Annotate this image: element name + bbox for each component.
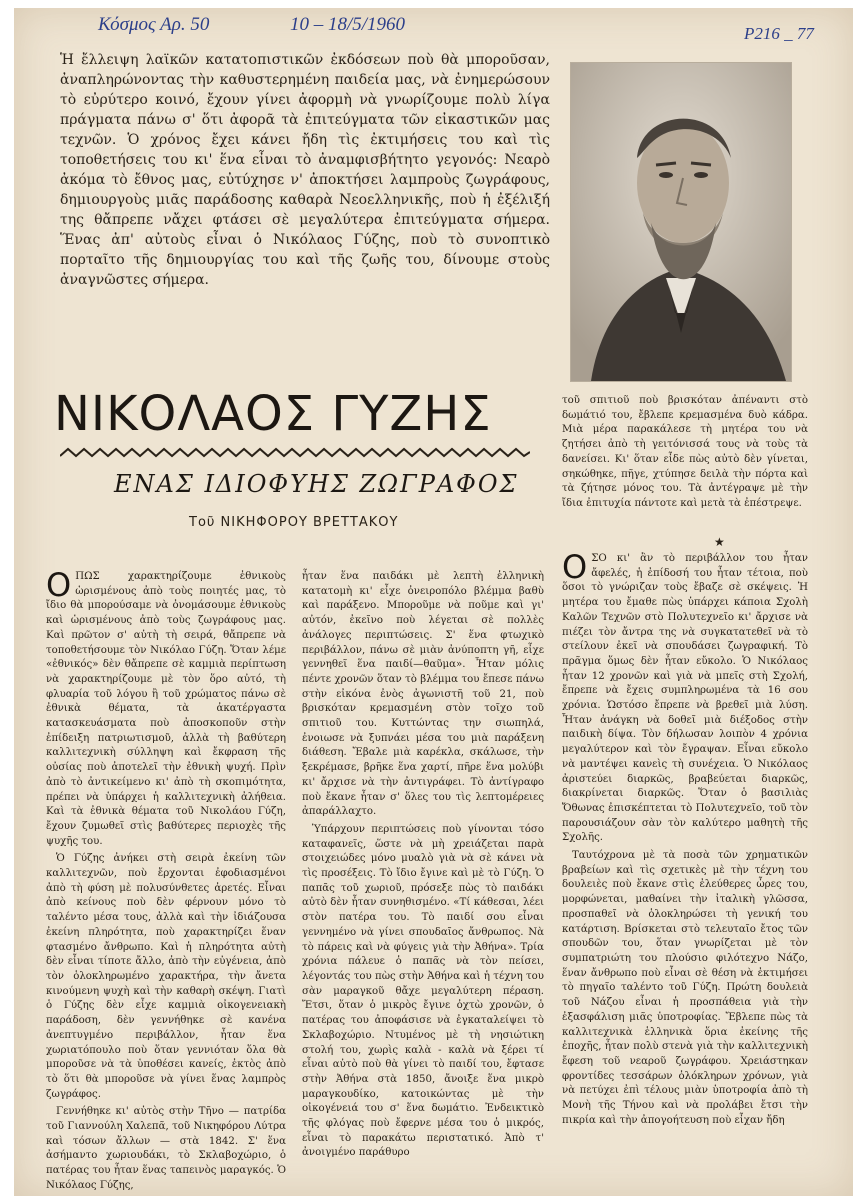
intro-paragraph: Ἡ ἔλλειψη λαϊκῶν κατατοπιστικῶν ἐκδόσεων ποὺ θὰ μποροῦσαν, ἀναπληρώνοντας τὴν καθυστερημένη παιδεία μας, νὰ ἐνημερώσουν τὸ εὐρύτερο κοινό, ἔχουν γίνει ἀφορμὴ νὰ γνωρίζουμε πολὺ λίγα πράγματα πάνω σ' ὅτι ἀφορᾶ τὰ ἐπιτεύγματα τῶν εἰκαστικῶν μας τεχνῶν. Ὁ χρόνος ἔχει κάνει ἤδη τὶς ἐκτιμήσεις του καὶ τὶς τοποθετήσεις του κι' ἕνα εἶναι τὸ ἀναμφισβήτητο γεγονός: Νεαρὸ ἀκόμα τὸ ἔθνος μας, εὐτύχησε ν' ἀποκτήσει λαμπροὺς ζωγράφους, δημιουργοὺς μιᾶς παράδοσης καθαρὰ Νεοελληνικῆς, ποὺ ἡ ἐξέλιξή της θἄπρεπε νἄχει φτάσει σὲ μεγαλύτερα ἐπιτεύγματα σήμερα. Ἕνας ἀπ' αὐτοὺς εἶναι ὁ Νικόλαος Γύζης, ποὺ τὸ συνοπτικὸ πορταῖτο τῆς δημιουργίας του καὶ τῆς ζωῆς του, δίνουμε στοὺς ἀναγνῶστες σήμερα.: [60, 52, 550, 288]
text-column-3-top: [562, 394, 808, 515]
handwritten-date: 10 – 18/5/1960: [290, 14, 406, 35]
handwritten-source-note: Κόσμος Αρ. 50: [98, 14, 210, 35]
drop-cap: Ο: [562, 548, 588, 586]
decorative-zigzag-divider: [60, 446, 530, 460]
paragraph-text: ΣΟ κι' ἂν τὸ περιβάλλον του ἦταν ἄφελές, ἡ ἐπίδοσή του ἦταν τέτοια, ποὺ ὅσοι τὸ γνώριζαν τοὺς ἔβαζε σὲ σκέψεις. Ἡ μητέρα του ἔμαθε πὼς ὑπάρχει κάποια Σχολὴ Καλῶν Τεχνῶν στὸ Πολυτεχνεῖο κι' ἄρχισε νὰ πιέζει τὸν ἄντρα της νὰ συγκατατεθεῖ νὰ τὸ στείλουν ἐκεῖ νὰ σπουδάσει ζωγραφική. Τὸ πρᾶγμα ὅμως δὲν ἦταν εὔκολο. Ὁ Νικόλαος ἦταν 12 χρονῶν καὶ γιὰ νὰ μπεῖς στὴ Σχολή, ἔπρεπε νὰ ἔχεις συμπληρωμένα τὰ 16 σου χρόνια. Ὡστόσο ἔπρεπε νὰ βρεθεῖ μιὰ λύση. Ἦταν ἀνάγκη νὰ δοθεῖ μιὰ διέξοδος στὴν παιδικὴ δίψα. Τὸν δήλωσαν λοιπὸν 4 χρόνια μεγαλύτερον καὶ τὸν ἔγραψαν. Εἶναι εὔκολο νὰ μαντέψει κανεὶς τὴ συνέχεια. Ὁ Νικόλαος ἀριστεύει διαρκῶς, βραβεύεται διαρκῶς, διακρίνεται διαρκῶς. Ὅταν ὁ βασιλιὰς Ὄθωνας ἐπισκέπτεται τὸ Πολυτεχνεῖο, τοῦ τὸν παρουσιάζουν σὰν τὸν καλύτερο μαθητὴ τῆς Σχολῆς.: [562, 553, 808, 844]
column-paragraph: τοῦ σπιτιοῦ ποὺ βρισκόταν ἀπέναντι στὸ δωμάτιό του, ἔβλεπε κρεμασμένα δυὸ κάδρα. Μιὰ μέρα παρακάλεσε τὴ μητέρα του νὰ ζητήσει ἀπὸ τὴ γειτόνισσά τους νὰ τοὺς τὰ δανείσει. Κι' ὅταν εἶδε πὼς αὐτὸ δὲν γίνεται, σηκώθηκε, πῆγε, χτύπησε δειλὰ τὴν πόρτα καὶ τὰ ζήτησε μόνος του. Τὰ ἀντέγραψε μὲ τὴν ἴδια ἐπιτυχία πάντοτε καὶ μετὰ τὰ ἐπέστρεψε.: [562, 395, 808, 509]
drop-cap: Ο: [46, 566, 72, 604]
column-paragraph: [562, 548, 808, 846]
handwritten-reference: Ρ216 _ 77: [744, 24, 814, 43]
paragraph-text: ΠΩΣ χαρακτηρίζουμε ἐθνικοὺς ὡρισμένους ἀπὸ τοὺς ποιητές μας, τὸ ἴδιο θὰ μπορούσαμε νὰ ὀνομάσουμε ἐθνικοὺς καὶ ὡρισμένους ἀπὸ τοὺς ζωγράφους μας. Καὶ πρῶτον σ' αὐτὴ τὴ σειρά, θἄπρεπε νὰ τοποθετήσουμε τὸν Νικόλαο Γύζη. Ὅταν λέμε «ἐθνικός» δὲν θἄπρεπε σὲ καμμιὰ περίπτωση νὰ χαρακτηρίζουμε μὲ τὸν ὅρο αὐτό, τὴ φλυαρία τοῦ λόγου ἢ τοῦ χρώματος πάνω σὲ ἐθνικὰ θέματα, τὰ ἀκατέργαστα κατασκευάσματα ποὺ ἀποσκοποῦν στὴν ἐπίδειξη πατριωτισμοῦ, ἀλλὰ τὴ βαθύτερη καλλιτεχνικὴ σύλληψη καὶ ἔκφραση τῆς οὐσίας ποὺ ἀποτελεῖ τὴν ἐθνικὴ ψυχή. Πρὶν ἀπὸ τὸ ἀντικείμενο κι' ἀπὸ τὴ σκοπιμότητα, πρέπει νὰ ὑπάρχει ἡ καλλιτεχνικὴ ἀλήθεια. Καὶ τὰ ἐθνικὰ θέματα τοῦ Νικολάου Γύζη, ἔχουν ζυμωθεῖ στὶς βαθύτερες περιοχὲς τῆς ψυχῆς του.: [46, 571, 286, 847]
column-paragraph: [46, 566, 286, 849]
text-column-2: [302, 570, 544, 1164]
column-paragraph: Ὁ Γύζης ἀνήκει στὴ σειρὰ ἐκείνη τῶν καλλιτεχνῶν, ποὺ ἔρχονται ἐφοδιασμένοι ἀπὸ τὴ φύση μὲ πολυσύνθετες ἀρετές. Εἶναι ἀπὸ κείνους ποὺ δὲν φέρνουν μόνο τὸ ταλέντο μέσα τους, ἀλλὰ καὶ τὴν ἰδιάζουσα ἐκείνη πληρότητα, ποὺ χαρακτηρίζει ἕναν φτασμένο ἄνθρωπο. Καὶ ἡ πληρότητα αὐτὴ δὲν εἶναι τίποτε ἄλλο, ἀπὸ τὴν εὐγένεια, ἀπὸ τὸν ὁλοκληρωμένο χαρακτήρα, τὴν ἄνετα κινούμενη ψυχὴ καὶ τὴν καθαρὴ σκέψη. Γιατὶ ὁ Γύζης δὲν εἶχε καμμιὰ οἰκογενειακὴ παράδοση, δὲν γεννήθηκε σὲ κανένα ἀνεπτυγμένο περιβάλλον, ἦταν ἕνα χωριατόπουλο ποὺ ὅταν γεννιόταν ὅλα θὰ μποροῦσε νὰ τὰ ὑποθέσει κανείς, ἐκτὸς ἀπὸ τὸ ὅτι θὰ μποροῦσε νὰ γίνει ἕνας λαμπρὸς ζωγράφος.: [46, 853, 286, 1100]
newspaper-clipping: [14, 8, 853, 1196]
column-paragraph: Ταυτόχρονα μὲ τὰ ποσὰ τῶν χρηματικῶν βραβείων καὶ τὶς σχετικὲς μὲ τὴν τέχνη του δουλειὲς ποὺ ἔκανε στὶς ἐλεύθερες ὧρες του, μορφώνεται, μαθαίνει τὴν ἰταλικὴ γλῶσσα, προσπαθεῖ νὰ ὁλοκληρώσει τὴ γενική του κατάρτιση. Βρίσκεται στὸ τελευταῖο ἔτος τῶν σπουδῶν του, ὅταν γνωρίζεται μὲ τὸν συμπατριώτη του πλούσιο φιλότεχνο Νάζο, ἕναν ἄνθρωπο ποὺ εἶναι σὲ θέση νὰ ἐκτιμήσει τὸ πηγαῖο ταλέντο τοῦ Γύζη. Πρώτη δουλειὰ τοῦ Νάζου εἶναι ἡ προσπάθεια γιὰ τὴν ἐξασφάλιση μιᾶς ὑποτροφίας. Ἔβλεπε πὼς τὰ καλλιτεχνικὰ ἑλληνικὰ ὅρια ἐκείνης τῆς ἐποχῆς, ἦταν πολὺ στενὰ γιὰ τὴν καλλιτεχνικὴ ἔφεση τοῦ νεαροῦ ζωγράφου. Χρειάστηκαν φροντίδες τεσσάρων ὁλόκληρων χρόνων, γιὰ νὰ πετύχει ἐπὶ τέλους μιὰν ὑποτροφία ἀπὸ τὴ Μονὴ τῆς Τήνου καὶ νὰ προλάβει ἔτσι τὴν πικρία καὶ τὴν ἀπογοήτευση ποὺ εἶχαν ἤδη: [562, 850, 808, 1126]
column-paragraph: Ὑπάρχουν περιπτώσεις ποὺ γίνονται τόσο καταφανεῖς, ὥστε νὰ μὴ χρειάζεται παρὰ στοιχειώδες μόνο μυαλὸ γιὰ νὰ σὲ κάνει νὰ τὶς προσέξεις. Τὸ ἴδιο ἔγινε καὶ μὲ τὸ Γύζη. Ὁ παπᾶς τοῦ χωριοῦ, πρόσεξε πὼς τὸ παιδάκι αὐτὸ δὲν ἦταν συνηθισμένο. «Τί κάθεσαι, λέει στὸν πατέρα του. Τὸ παιδί σου εἶναι γεννημένο νὰ γίνει σπουδαῖος ἄνθρωπος. Νὰ τὸ πάρεις καὶ νὰ φύγεις γιὰ τὴν Ἀθήνα». Τρία χρόνια πάλευε ὁ παπᾶς νὰ τὸν πείσει, λέγοντάς του πὼς στὴν Ἀθήνα καὶ ἡ τέχνη του σὰν μαραγκοῦ θἄχε μεγαλύτερη πέραση. Ἔτσι, ὅταν ὁ μικρὸς ἔγινε ὀχτὼ χρονῶν, ὁ πατέρας του ἀποφάσισε νὰ ἐγκαταλείψει τὸ Σκλαβοχώριο. Ντυμένος μὲ τὴ νησιώτικη στολή του, χωρὶς καλὰ - καλὰ νὰ ξέρει τί εἶναι αὐτὸ ποὺ θὰ γίνει τὸ παιδί του, ἔφτασε στὴν Ἀθήνα στὰ 1850, ἄνοιξε ἕνα μικρὸ μαραγκουδίκο, κατοικώντας μὲ τὴν οἰκογένειά του σ' ἕνα δωμάτιο. Ἐνδεικτικὸ τῆς φλόγας ποὺ ἔφερνε μέσα του ὁ μικρός, εἶναι τὸ παρακάτω περιστατικό. Ἀπὸ τ' ἀνοιγμένο παράθυρο: [302, 823, 544, 1159]
author-byline: Τοῦ ΝΙΚΗΦΟΡΟΥ ΒΡΕΤΤΑΚΟΥ: [189, 515, 399, 530]
column-paragraph: Γεννήθηκε κι' αὐτὸς στὴν Τῆνο — πατρίδα τοῦ Γιαννούλη Χαλεπᾶ, τοῦ Νικηφόρου Λύτρα καὶ τόσων ἄλλων — στὰ 1842. Σ' ἕνα ἀσήμαντο χωριουδάκι, τὸ Σκλαβοχώριο, ὁ πατέρας του ἦταν ἕνας ταπεινὸς μαραγκός. Ὁ Νικόλαος Γύζης,: [46, 1106, 286, 1191]
text-column-1: [46, 566, 286, 1196]
text-column-3-bottom: [562, 548, 808, 1131]
article-title: ΝΙΚΟΛΑΟΣ ΓΥΖΗΣ: [54, 386, 492, 442]
portrait-image: [570, 62, 792, 382]
column-paragraph: ἦταν ἕνα παιδάκι μὲ λεπτὴ ἑλληνικὴ κατατομὴ κι' εἶχε ὀνειροπόλο βλέμμα βαθὺ καὶ παράξενο. Μποροῦμε νὰ ποῦμε καὶ γι' αὐτόν, ἐκεῖνο ποὺ λέγεται σὲ πολλὲς ἀνάλογες περιπτώσεις. Σ' ἕνα φτωχικὸ περιβάλλον, πάνω σὲ μιὰν ἀνύποπτη γῆ, εἶχε γεννηθεῖ ἕνα παιδί—θαῦμα». Ἦταν μόλις πέντε χρονῶν ὅταν τὸ βλέμμα του ἔπεσε πάνω στὴν εἰκόνα ἐνὸς ἀγωνιστῆ τοῦ 21, ποὺ βρισκόταν κρεμασμένη στὸν τοῖχο τοῦ σπιτιοῦ του. Κυττώντας την σιωπηλά, ἐνοιωσε νὰ ξυπνάει μέσα του μιὰ παράξενη διάθεση. Ἔβαλε μιὰ καρέκλα, σκάλωσε, τὴν ξεκρέμασε, βρῆκε ἕνα χαρτί, πῆρε ἕνα μολύβι κι' ἄρχισε νὰ τὴν ἀντιγράφει. Τὸ ἀντίγραφο ποὺ ἔκανε ἦταν σ' ὅλες του τὶς λεπτομέρειες ἀπαράλλαχτο.: [302, 571, 544, 818]
article-subtitle: ΕΝΑΣ ΙΔΙΟΦΥΗΣ ΖΩΓΡΑΦΟΣ: [114, 470, 519, 498]
portrait-drawing: [571, 63, 791, 381]
section-separator-star: ★: [714, 535, 725, 549]
